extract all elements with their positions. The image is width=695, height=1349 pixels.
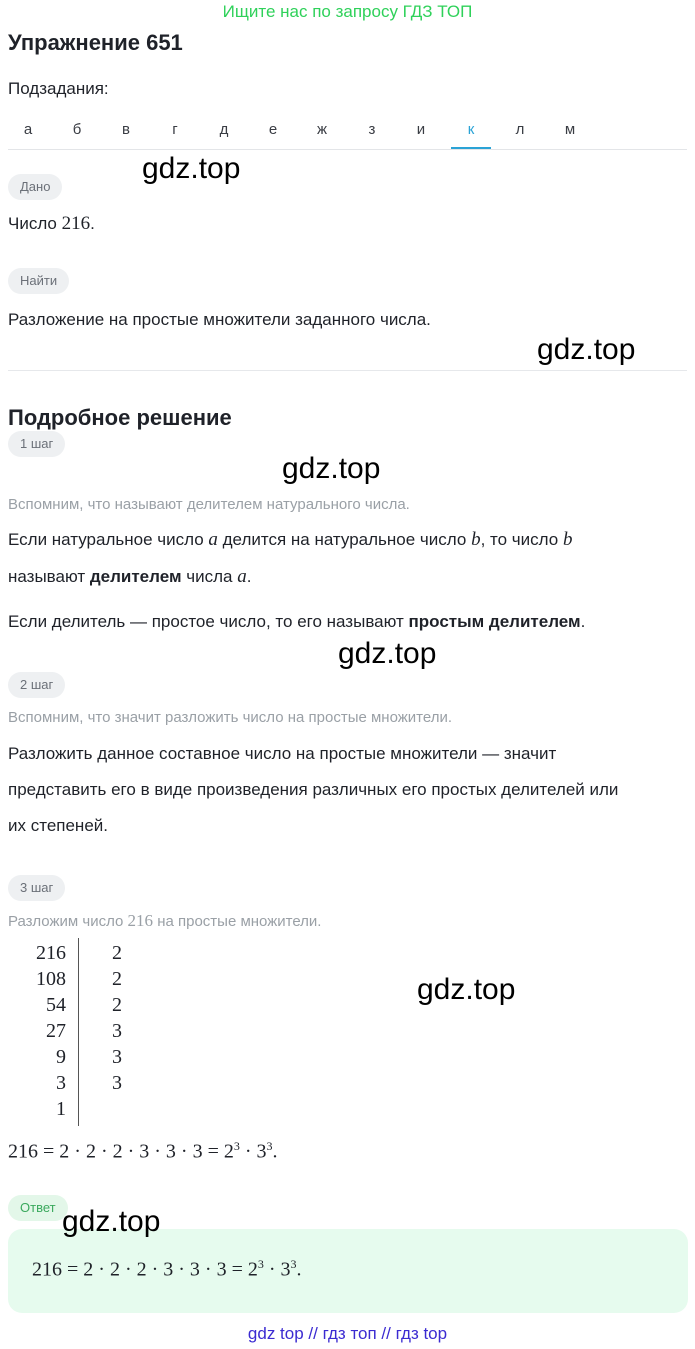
step2-label: 2 шаг <box>8 672 65 698</box>
step3-hint-prefix: Разложим число <box>8 913 124 930</box>
solution-title: Подробное решение <box>8 405 232 430</box>
factor-left-row: 216 <box>36 942 66 964</box>
step1-paragraph1 <box>8 528 572 552</box>
tab-v[interactable]: в <box>122 121 130 138</box>
subtasks-label: Подзадания: <box>8 79 109 98</box>
factor-right-row: 3 <box>112 1020 122 1042</box>
factor-right-row: 2 <box>112 942 122 964</box>
result-lhs: 216 = 2 · 2 · 2 · 3 · 3 · 3 = 2 <box>8 1140 234 1163</box>
step1-p1-c: , то число <box>480 530 559 549</box>
given-text <box>8 212 95 236</box>
step1-p1-b: делится на натуральное число <box>222 530 467 549</box>
result-exp2: 3 <box>266 1139 273 1153</box>
factor-right-row: 2 <box>112 968 122 990</box>
step1-paragraph2 <box>8 565 251 589</box>
answer-end: . <box>296 1258 302 1281</box>
watermark: gdz.top <box>417 973 516 1006</box>
step2-line2: представить его в виде произведения различных его простых делителей или <box>8 780 619 799</box>
factor-left-row: 54 <box>46 994 66 1016</box>
step2-hint: Вспомним, что значит разложить число на простые множители. <box>8 709 453 726</box>
tab-d[interactable]: д <box>219 121 229 138</box>
watermark: gdz.top <box>142 152 241 185</box>
step1-p2-c: . <box>246 567 252 586</box>
factor-left-row: 108 <box>36 968 66 990</box>
result-mid: · 3 <box>239 1140 267 1163</box>
answer-badge <box>8 1195 68 1221</box>
factor-left-row: 3 <box>56 1072 66 1094</box>
step3-badge <box>8 875 65 901</box>
var-b: b <box>471 529 481 550</box>
answer-formula <box>32 1257 302 1282</box>
given-prefix: Число <box>8 214 57 233</box>
find-badge <box>8 268 69 294</box>
answer-exp2: 3 <box>290 1257 297 1271</box>
var-a: a <box>208 529 218 550</box>
result-exp1: 3 <box>233 1139 240 1153</box>
step1-hint: Вспомним, что называют делителем натурального числа. <box>8 496 410 513</box>
promo-banner: Ищите нас по запросу ГДЗ ТОП <box>222 2 473 21</box>
factor-left-row: 9 <box>56 1046 66 1068</box>
factor-divider-line <box>78 938 79 1126</box>
page-title: Упражнение 651 <box>8 30 183 55</box>
factor-right-row: 2 <box>112 994 122 1016</box>
var-b-2: b <box>562 529 573 550</box>
factor-left-row: 27 <box>46 1020 66 1042</box>
step1-p2-b: числа <box>186 567 233 586</box>
footer-links[interactable]: gdz top // гдз топ // гдз top <box>247 1324 448 1343</box>
step1-p2-bold: делителем <box>89 567 182 586</box>
step3-hint <box>8 910 321 933</box>
tab-z[interactable]: з <box>368 121 376 138</box>
tab-l[interactable]: л <box>515 121 525 138</box>
watermark: gdz.top <box>537 333 636 366</box>
watermark: gdz.top <box>338 637 437 670</box>
step2-badge <box>8 672 65 698</box>
factor-left-row: 1 <box>56 1098 66 1120</box>
answer-lhs: 216 = 2 · 2 · 2 · 3 · 3 · 3 = 2 <box>32 1258 258 1281</box>
step2-line3: их степеней. <box>8 816 108 835</box>
watermark: gdz.top <box>62 1205 161 1238</box>
tab-zh[interactable]: ж <box>316 121 328 138</box>
factor-right-row: 3 <box>112 1046 122 1068</box>
tab-g[interactable]: г <box>172 121 178 138</box>
section-divider <box>8 370 687 371</box>
given-badge <box>8 174 62 200</box>
subtask-tabs <box>8 112 687 150</box>
step3-hint-number: 216 <box>127 911 154 930</box>
tab-e[interactable]: е <box>268 121 278 138</box>
answer-label: Ответ <box>8 1195 68 1221</box>
tab-m[interactable]: м <box>564 121 576 138</box>
step1-p3-a: Если делитель — простое число, то его называют <box>8 612 404 631</box>
step2-line1: Разложить данное составное число на простые множители — значит <box>8 744 557 763</box>
step3-label: 3 шаг <box>8 875 65 901</box>
step1-paragraph3 <box>8 610 585 634</box>
answer-mid: · 3 <box>263 1258 291 1281</box>
step1-p1-a: Если натуральное число <box>8 530 204 549</box>
step3-hint-suffix: на простые множители. <box>157 913 322 930</box>
find-label: Найти <box>8 268 69 294</box>
step1-badge <box>8 431 65 457</box>
factor-right-row: 3 <box>112 1072 122 1094</box>
result-end: . <box>272 1140 278 1163</box>
step1-p3-c: . <box>580 612 586 631</box>
given-number: 216 <box>61 213 91 234</box>
tab-i[interactable]: и <box>416 121 426 138</box>
given-label: Дано <box>8 174 62 200</box>
tab-k[interactable]: к <box>451 112 491 149</box>
tab-b[interactable]: б <box>72 121 82 138</box>
step1-label: 1 шаг <box>8 431 65 457</box>
factorization-result <box>8 1139 278 1164</box>
answer-exp1: 3 <box>257 1257 264 1271</box>
given-suffix: . <box>90 214 95 233</box>
step1-p3-bold: простым делителем <box>408 612 581 631</box>
tab-a[interactable]: а <box>23 121 33 138</box>
watermark: gdz.top <box>282 452 381 485</box>
find-text: Разложение на простые множители заданного числа. <box>8 310 431 329</box>
var-a-2: a <box>237 566 247 587</box>
step1-p2-a: называют <box>8 567 86 586</box>
